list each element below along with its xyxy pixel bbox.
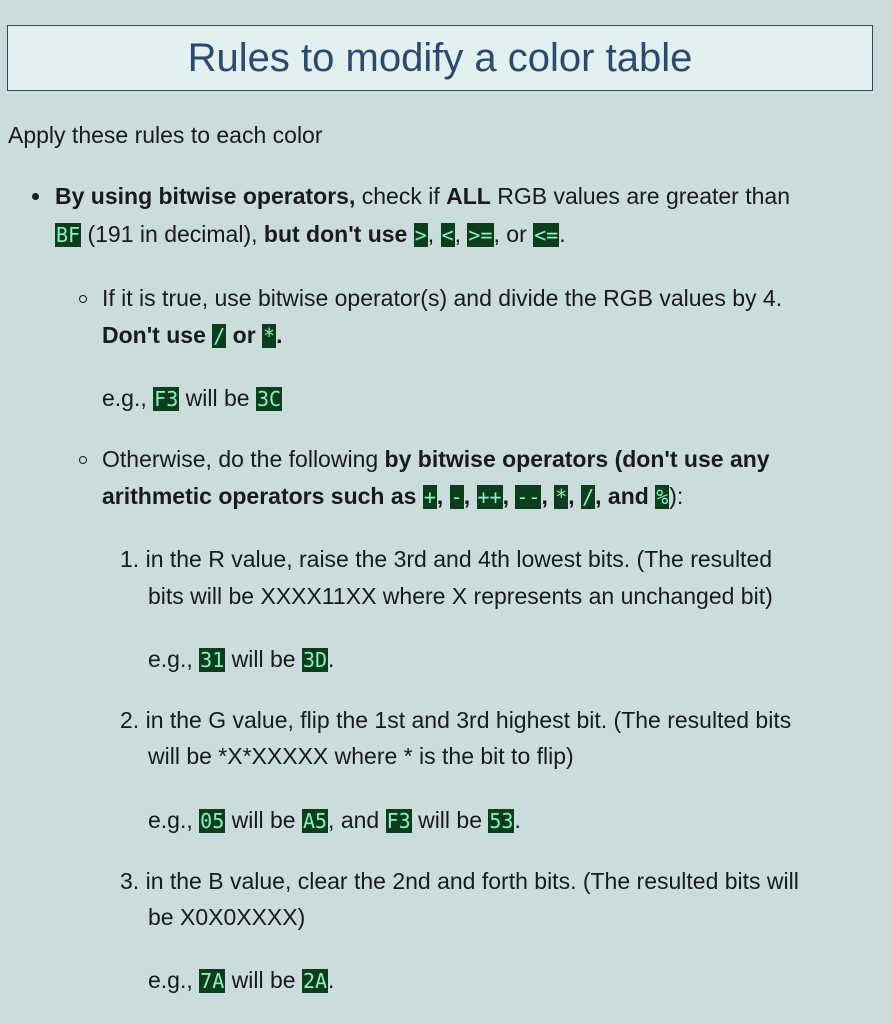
- eg-prefix: e.g.,: [102, 385, 154, 411]
- eg-mid: will be: [225, 967, 302, 993]
- eg-prefix: e.g.,: [148, 967, 200, 993]
- separator: ,: [502, 483, 516, 509]
- code-mul: *: [263, 324, 276, 348]
- period: .: [276, 322, 283, 348]
- step3-line1: [120, 867, 799, 895]
- separator: ,: [454, 221, 468, 247]
- sub1-example: [102, 384, 282, 412]
- code-f3: F3: [386, 809, 411, 833]
- code-mod: %: [656, 485, 669, 509]
- rule1-bold-dont: but don't use: [263, 221, 414, 247]
- title-box: [7, 25, 873, 91]
- code-f3: F3: [154, 387, 179, 411]
- rule1-text-c: (191 in decimal),: [81, 221, 264, 247]
- step-number: 1.: [120, 546, 140, 572]
- step-text: in the G value, flip the 1st and 3rd highest bit. (The resulted bits: [145, 707, 792, 733]
- rule1-line2: [55, 220, 566, 248]
- code-mul: *: [555, 485, 568, 509]
- code-div: /: [582, 485, 595, 509]
- code-inc: ++: [477, 485, 502, 509]
- code-3d: 3D: [302, 648, 328, 672]
- separator: , or: [493, 221, 534, 247]
- circle-marker: [79, 456, 87, 464]
- step-text: in the R value, raise the 3rd and 4th lowest bits. (The resulted: [145, 546, 773, 572]
- sub2-end: ):: [669, 483, 684, 509]
- eg-and: , and: [328, 807, 386, 833]
- code-lt: <: [441, 223, 454, 247]
- step3-line2: be X0X0XXXX): [148, 904, 306, 930]
- step2-line1: [120, 706, 791, 734]
- eg-mid: will be: [225, 807, 302, 833]
- step1-example: [148, 645, 334, 673]
- code-div: /: [213, 324, 226, 348]
- sub1-line1: If it is true, use bitwise operator(s) and divide the RGB values by 4.: [102, 285, 783, 311]
- separator: ,: [463, 483, 477, 509]
- page-title: Rules to modify a color table: [187, 35, 693, 80]
- step-text: in the B value, clear the 2nd and forth bits. (The resulted bits will: [145, 868, 799, 894]
- sub2-bold-a: by bitwise operators (don't use any: [384, 446, 770, 472]
- rule1-bold-all: ALL: [446, 183, 491, 209]
- code-plus: +: [423, 485, 436, 509]
- sub2-text-a: Otherwise, do the following: [102, 446, 385, 472]
- sub1-bold-or: or: [226, 322, 263, 348]
- period: .: [514, 807, 521, 833]
- code-3c: 3C: [256, 387, 282, 411]
- circle-marker: [79, 295, 87, 303]
- separator: ,: [427, 221, 441, 247]
- code-ge: >=: [468, 223, 493, 247]
- code-2a: 2A: [302, 969, 328, 993]
- period: .: [328, 967, 335, 993]
- sub2-bold-and: , and: [595, 483, 656, 509]
- sub2-line1: [102, 445, 770, 473]
- code-gt: >: [414, 223, 427, 247]
- eg-mid: will be: [225, 646, 302, 672]
- sub2-line2: [102, 482, 683, 510]
- period: .: [328, 646, 335, 672]
- code-bf: BF: [56, 223, 81, 247]
- code-le: <=: [534, 223, 559, 247]
- code-minus: -: [450, 485, 463, 509]
- rule1-text-a: check if: [355, 183, 447, 209]
- separator: ,: [436, 483, 450, 509]
- step2-line2: will be *X*XXXXX where * is the bit to flip): [148, 743, 574, 769]
- step3-example: [148, 966, 334, 994]
- code-05: 05: [200, 809, 225, 833]
- rule1-text-b: RGB values are greater than: [490, 183, 790, 209]
- separator: ,: [541, 483, 555, 509]
- bullet-marker: [32, 193, 39, 200]
- code-dec: --: [516, 485, 541, 509]
- eg-prefix: e.g.,: [148, 646, 200, 672]
- eg-mid: will be: [179, 385, 256, 411]
- code-31: 31: [200, 648, 225, 672]
- step-number: 3.: [120, 868, 140, 894]
- step-number: 2.: [120, 707, 140, 733]
- eg-prefix: e.g.,: [148, 807, 200, 833]
- period: .: [559, 221, 566, 247]
- separator: ,: [568, 483, 582, 509]
- step2-example: [148, 806, 521, 834]
- sub1-line2: [102, 321, 283, 349]
- rule1-bold-lead: By using bitwise operators,: [55, 183, 356, 209]
- code-7a: 7A: [200, 969, 225, 993]
- step1-line2: bits will be XXXX11XX where X represents an unchanged bit): [148, 583, 773, 609]
- sub2-bold-b: arithmetic operators such as: [102, 483, 423, 509]
- code-53: 53: [489, 809, 514, 833]
- sub1-bold-dont: Don't use: [102, 322, 213, 348]
- eg-mid: will be: [411, 807, 489, 833]
- rule1-line1: [55, 182, 790, 210]
- code-a5: A5: [302, 809, 328, 833]
- intro-text: Apply these rules to each color: [8, 122, 323, 148]
- step1-line1: [120, 545, 772, 573]
